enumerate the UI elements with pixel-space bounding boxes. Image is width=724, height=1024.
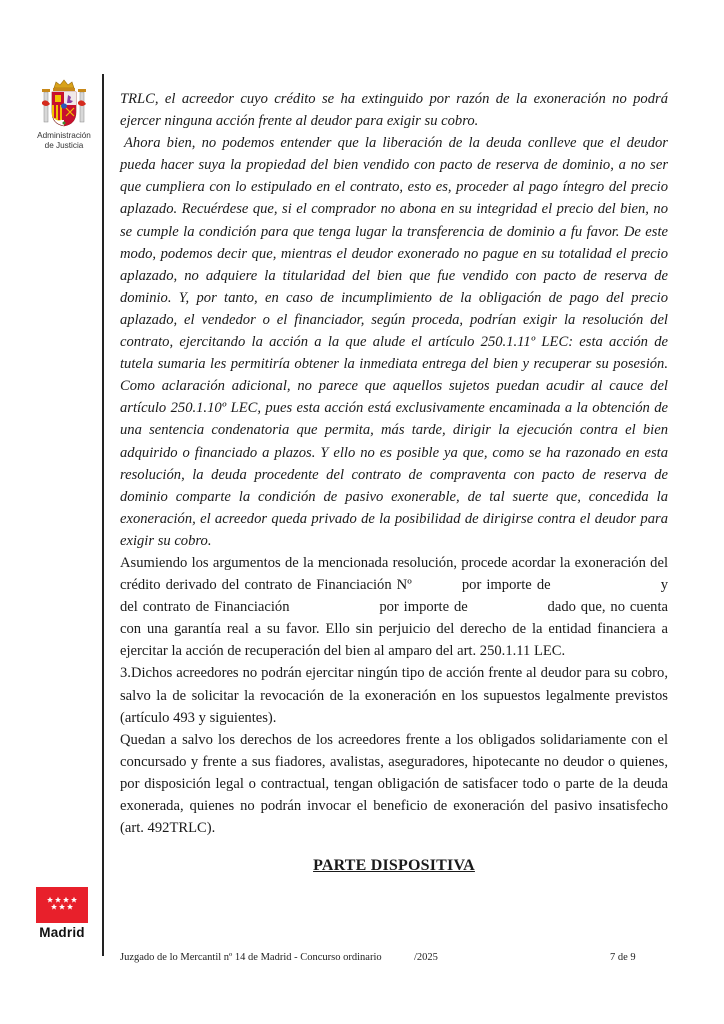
resolution-text-e: dado que, no cuenta con una garantía real a su favor. Ello sin perjuicio del derecho de la entidad financiera a ejercitar la acción de recuperación del bien al amparo del art. 250.1.11 LEC. xyxy=(120,599,669,660)
resolution-paragraph-1 xyxy=(120,552,668,662)
footer-case-year: /2025 xyxy=(414,952,438,963)
madrid-label: Madrid xyxy=(39,925,85,940)
resolution-text-b: por importe de xyxy=(461,577,551,594)
madrid-logo xyxy=(36,887,88,940)
margin-rule xyxy=(102,74,104,956)
resolution-paragraph-3: Quedan a salvo los derechos de los acreedores frente a los obligados solidariamente con el concursado y frente a sus fiadores, avalistas, aseguradores, hipotecante no deudor o quienes, por disposición legal o contractual, tengan obligación de satisfacer todo o parte de la deuda exonerada, quienes no podrán invocar el beneficio de exoneración del pasivo insatisfecho (art. 492TRLC). xyxy=(120,731,668,837)
resolution-text-d: por importe de xyxy=(379,599,468,616)
madrid-community-flag-icon xyxy=(36,887,88,923)
quoted-paragraph-1: TRLC, el acreedor cuyo crédito se ha extinguido por razón de la exoneración no podrá ejercer ninguna acción frente al deudor para exigir su cobro. xyxy=(120,91,668,130)
justice-caption-line-1: Administración xyxy=(37,131,91,140)
section-title: PARTE DISPOSITIVA xyxy=(313,857,475,874)
quoted-paragraph-2: Ahora bien, no podemos entender que la liberación de la deuda conlleve que el deudor pueda hacer suya la propiedad del bien vendido con pacto de reserva de dominio, a no ser que cumpliera con lo estipulado en el contrato, esto es, proceder al pago íntegro del precio aplazado. Recuérdese que, si el comprador no abona en su integridad el precio del bien, no se cumple la condición para que tenga lugar la transferencia de dominio a fu favor. De este modo, podemos decir que, mientras el deudor exonerado no pague en su totalidad el precio aplazado, no adquiere la titularidad del bien que fue vendido con pacto de reserva de dominio. Y, por tanto, en caso de incumplimiento de la obligación de pago del precio aplazado, el vendedor o el financiador, según proceda, podrían exigir la resolución del contrato, ejercitando la acción a la que alude el artículo 250.1.11º LEC: esta acción de tutela sumaria les permitiría obtener la inmediata entrega del bien y recuperar su posesión. Como aclaración adicional, no parece que aquellos sujetos puedan acudir al cauce del artículo 250.1.10º LEC, pues esta acción está exclusivamente encaminada a la obtención de una sentencia condenatoria que permita, más tarde, dirigir la ejecución contra el bien adquirido o financiado a plazos. Y ello no es posible ya que, como se ha razonado en esta resolución, la deuda procedente del contrato de compraventa con pacto de reserva de dominio comparte la condición de pasivo exonerable, de tal suerte que, concedida la exoneración, el acreedor queda privado de la posibilidad de dirigirse contra el deudor para exigir su cobro. xyxy=(120,135,668,549)
justice-caption-line-2: de Justicia xyxy=(44,141,84,150)
footer-court: Juzgado de lo Mercantil nº 14 de Madrid - Concurso ordinario xyxy=(120,952,382,963)
resolution-text-c: y del contrato de Financiación xyxy=(120,577,669,616)
spanish-coat-of-arms-icon xyxy=(40,78,88,130)
justice-caption xyxy=(22,131,106,151)
justice-logo xyxy=(22,78,106,151)
resolution-paragraph-2: 3.Dichos acreedores no podrán ejercitar ningún tipo de acción frente al deudor para su cobro, salvo la de solicitar la revocación de la exoneración en los supuestos legalmente previstos (artículo 493 y siguientes). xyxy=(120,665,668,726)
footer-page-indicator: 7 de 9 xyxy=(610,952,636,963)
document-body xyxy=(120,88,668,839)
resolution-text-a: Asumiendo los argumentos de la mencionada resolución, procede acordar la exoneración del crédito derivado del contrato de Financiación Nº xyxy=(120,554,668,594)
